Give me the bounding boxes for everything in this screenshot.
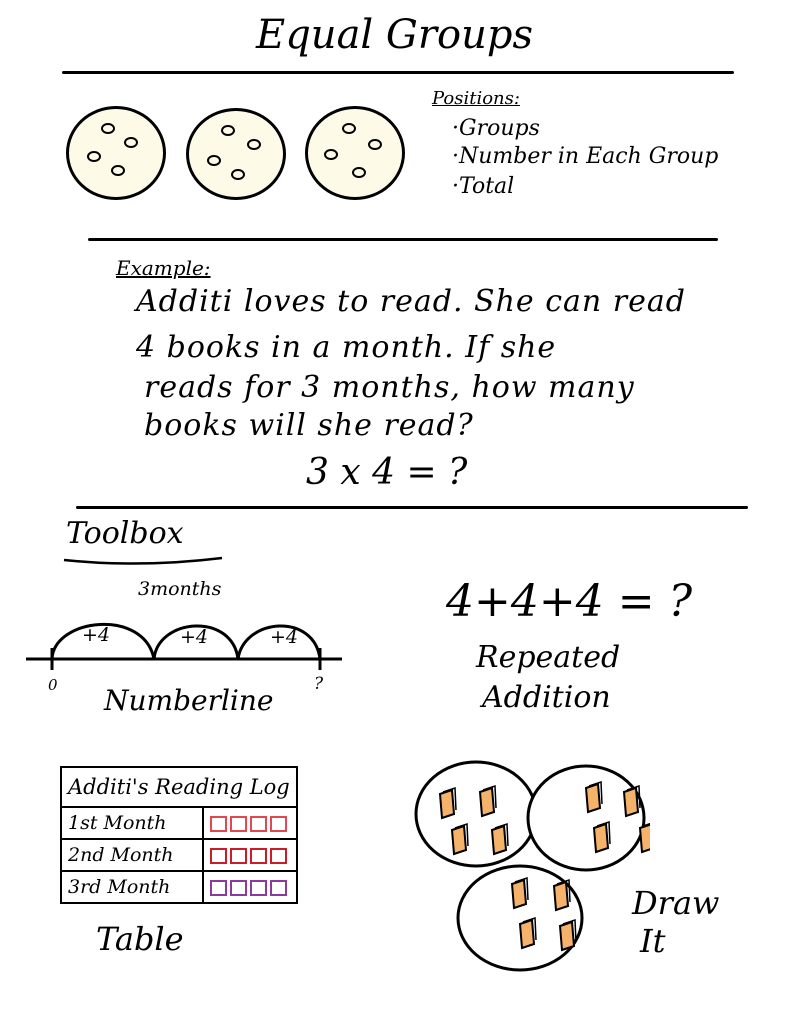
draw-it-drawing [410,760,650,976]
example-line-2: 4 books in a month. If she [136,330,557,365]
row-label: 3rd Month [61,871,203,903]
row-boxes [203,871,297,903]
table-caption: Table [96,920,184,958]
book-box [250,880,267,896]
draw-it-caption-2: It [640,922,666,960]
book-box [210,880,227,896]
page-title: Equal Groups [256,12,533,58]
numberline-jump-2: +4 [180,626,209,648]
seed [87,151,101,162]
divider [76,506,748,509]
numberline-caption: Numberline [104,684,274,717]
book-icon [624,786,640,816]
seed [124,137,138,148]
positions-item-groups: ·Groups [452,116,540,141]
table-header: Additi's Reading Log [61,767,297,807]
row-boxes [203,807,297,839]
divider [62,71,734,74]
example-label: Example: [116,256,211,280]
numberline-end: ? [314,674,324,694]
row-label: 2nd Month [61,839,203,871]
group-circle-3 [305,106,405,200]
example-line-1: Additi loves to read. She can read [136,284,686,319]
positions-item-total: ·Total [452,174,515,199]
draw-it-caption-1: Draw [632,884,720,922]
seed [221,125,235,136]
book-icon [640,822,650,852]
book-box [230,848,247,864]
row-boxes [203,839,297,871]
example-equation: 3 x 4 = ? [306,452,468,493]
toolbox-underline [60,550,230,570]
example-line-3: reads for 3 months, how many [144,370,635,405]
numberline-start: 0 [48,676,58,694]
seed [207,155,221,166]
group-circle-2 [186,108,286,200]
positions-item-number-in-each-group: ·Number in Each Group [452,144,719,169]
table-row [61,871,297,903]
book-box [230,816,247,832]
divider [88,238,718,241]
numberline-jump-1: +4 [82,624,111,646]
book-box [250,848,267,864]
repeated-addition-caption-1: Repeated [476,640,621,675]
toolbox-title: Toolbox [66,516,184,551]
book-box [270,816,287,832]
seed [101,123,115,134]
book-box [270,880,287,896]
table-row [61,807,297,839]
book-box [230,880,247,896]
repeated-addition-equation: 4+4+4 = ? [446,576,693,627]
positions-heading: Positions: [432,88,520,109]
example-line-4: books will she read? [144,408,474,443]
seed [111,165,125,176]
table-header-row [61,767,297,807]
repeated-addition-caption-2: Addition [482,680,611,715]
book-box [210,816,227,832]
group-circle-1 [66,106,166,200]
row-label: 1st Month [61,807,203,839]
seed [247,139,261,150]
book-box [250,816,267,832]
seed [352,167,366,178]
numberline-top-label: 3months [138,578,222,600]
seed [368,139,382,150]
book-box [270,848,287,864]
table-row [61,839,297,871]
numberline-jump-3: +4 [270,626,299,648]
seed [342,123,356,134]
seed [324,149,338,160]
reading-log-table [60,766,298,904]
seed [231,169,245,180]
book-box [210,848,227,864]
